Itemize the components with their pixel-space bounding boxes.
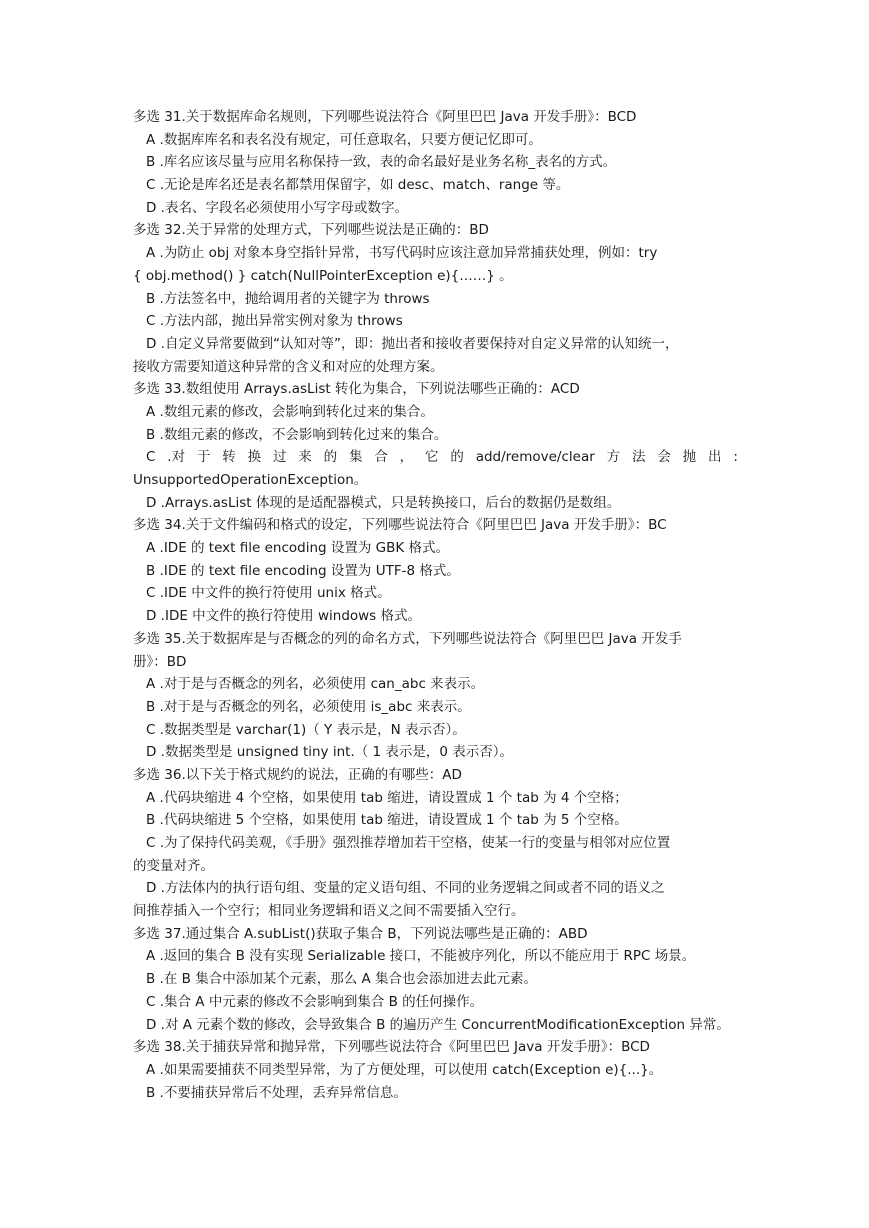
q33c-word: 过	[272, 449, 287, 466]
q33c-word: add/remove/clear	[475, 449, 595, 466]
question-33-option-d: D .Arrays.asList 体现的是适配器模式，只是转换接口，后台的数据仍是数组。	[146, 494, 621, 511]
question-32-header: 多选 32.关于异常的处理方式，下列哪些说法是正确的：BD	[133, 222, 489, 239]
q33c-word: 换	[247, 449, 262, 466]
question-32-option-d: D .自定义异常要做到“认知对等”，即：抛出者和接收者要保持对自定义异常的认知统一，	[146, 335, 679, 352]
question-34-option-a: A .IDE 的 text file encoding 设置为 GBK 格式。	[146, 540, 450, 557]
question-35-option-d: D .数据类型是 unsigned tiny int.（ 1 表示是，0 表示否）。	[146, 744, 514, 761]
question-32-option-c: C .方法内部，抛出异常实例对象为 throws	[146, 313, 403, 330]
question-32-option-b: B .方法签名中，抛给调用者的关键字为 throws	[146, 290, 430, 307]
question-37-option-a: A .返回的集合 B 没有实现 Serializable 接口，不能被序列化，所以不能应用于 RPC 场景。	[146, 948, 696, 965]
q33c-word: 于	[196, 449, 211, 466]
q33c-word: 合	[374, 449, 388, 466]
question-34-option-c: C .IDE 中文件的换行符使用 unix 格式。	[146, 585, 391, 602]
question-38-option-b: B .不要捕获异常后不处理，丢弃异常信息。	[146, 1084, 407, 1101]
question-36-option-d-cont: 间推荐插入一个空行；相同业务逻辑和语义之间不需要插入空行。	[133, 903, 525, 920]
question-36-option-d: D .方法体内的执行语句组、变量的定义语句组、不同的业务逻辑之间或者不同的语义之	[146, 880, 665, 897]
question-34-option-d: D .IDE 中文件的换行符使用 windows 格式。	[146, 608, 422, 625]
question-31-option-d: D .表名、字段名必须使用小写字母或数字。	[146, 199, 408, 216]
question-35-option-a: A .对于是与否概念的列名，必须使用 can_abc 来表示。	[146, 676, 485, 693]
question-36-option-c: C .为了保持代码美观，《手册》强烈推荐增加若干空格，使某一行的变量与相邻对应位置	[146, 835, 671, 851]
question-36-header: 多选 36.以下关于格式规约的说法，正确的有哪些：AD	[133, 766, 462, 783]
question-33-option-c-cont: UnsupportedOperationException。	[133, 472, 368, 488]
q33c-word: 会	[657, 449, 671, 466]
q33c-word: 抛	[682, 449, 697, 466]
question-31-header: 多选 31.关于数据库命名规则，下列哪些说法符合《阿里巴巴 Java 开发手册》：BCD	[133, 109, 637, 125]
question-32-option-a: A .为防止 obj 对象本身空指针异常，书写代码时应该注意加异常捕获处理，例如：try	[146, 245, 658, 262]
question-33-header: 多选 33.数组使用 Arrays.asList 转化为集合，下列说法哪些正确的：ACD	[133, 381, 580, 398]
question-33-option-a: A .数组元素的修改，会影响到转化过来的集合。	[146, 403, 434, 420]
q33c-word: .对	[167, 449, 186, 466]
q33c-word: 来	[298, 449, 312, 466]
q33c-word: 出	[708, 449, 722, 466]
q33c-word: 集	[348, 449, 363, 466]
q33c-word: 方	[606, 449, 621, 466]
question-34-option-b: B .IDE 的 text file encoding 设置为 UTF-8 格式。	[146, 562, 460, 579]
question-37-option-b: B .在 B 集合中添加某个元素，那么 A 集合也会添加进去此元素。	[146, 971, 538, 988]
question-38-header: 多选 38.关于捕获异常和抛异常，下列哪些说法符合《阿里巴巴 Java 开发手册》：BCD	[133, 1039, 650, 1056]
question-36-option-c-cont: 的变量对齐。	[133, 857, 214, 874]
question-35-header-cont: 册》：BD	[133, 653, 187, 670]
question-35-header: 多选 35.关于数据库是与否概念的列的命名方式，下列哪些说法符合《阿里巴巴 Java 开发手	[133, 630, 682, 647]
question-32-option-d-cont: 接收方需要知道这种异常的含义和对应的处理方案。	[133, 358, 444, 375]
q33c-word: 的	[450, 449, 464, 466]
question-33-option-c	[133, 446, 738, 469]
question-31-option-c: C .无论是库名还是表名都禁用保留字，如 desc、match、range 等。	[146, 177, 570, 194]
question-36-option-a: A .代码块缩进 4 个空格，如果使用 tab 缩进，请设置成 1 个 tab 为 4 个空格；	[146, 789, 628, 806]
q33c-word: 法	[631, 449, 646, 466]
q33c-word: ，	[399, 449, 414, 466]
question-37-option-c: C .集合 A 中元素的修改不会影响到集合 B 的任何操作。	[146, 993, 484, 1010]
question-38-option-a: A .如果需要捕获不同类型异常，为了方便处理，可以使用 catch(Exception e){...}。	[146, 1061, 663, 1078]
question-37-option-d: D .对 A 元素个数的修改，会导致集合 B 的遍历产生 ConcurrentModificationException 异常。	[146, 1016, 730, 1033]
question-35-option-c: C .数据类型是 varchar(1)（ Y 表示是，N 表示否）。	[146, 721, 466, 738]
question-34-header: 多选 34.关于文件编码和格式的设定，下列哪些说法符合《阿里巴巴 Java 开发手册》：BC	[133, 517, 667, 534]
question-33-option-b: B .数组元素的修改，不会影响到转化过来的集合。	[146, 426, 448, 443]
question-list	[133, 106, 738, 1104]
q33c-word: C	[146, 449, 156, 466]
q33c-word: 转	[222, 449, 236, 466]
q33c-word: 它	[425, 449, 439, 466]
question-37-header: 多选 37.通过集合 A.subList()获取子集合 B，下列说法哪些是正确的：ABD	[133, 925, 588, 942]
q33c-word: :	[733, 449, 738, 466]
question-36-option-b: B .代码块缩进 5 个空格，如果使用 tab 缩进，请设置成 1 个 tab 为 5 个空格。	[146, 812, 628, 829]
question-31-option-b: B .库名应该尽量与应用名称保持一致，表的命名最好是业务名称_表名的方式。	[146, 154, 617, 171]
question-31-option-a: A .数据库库名和表名没有规定，可任意取名，只要方便记忆即可。	[146, 131, 542, 148]
question-32-option-a-cont: { obj.method() } catch(NullPointerException e){……} 。	[133, 267, 513, 284]
q33c-word: 的	[323, 449, 338, 466]
question-35-option-b: B .对于是与否概念的列名，必须使用 is_abc 来表示。	[146, 698, 471, 715]
